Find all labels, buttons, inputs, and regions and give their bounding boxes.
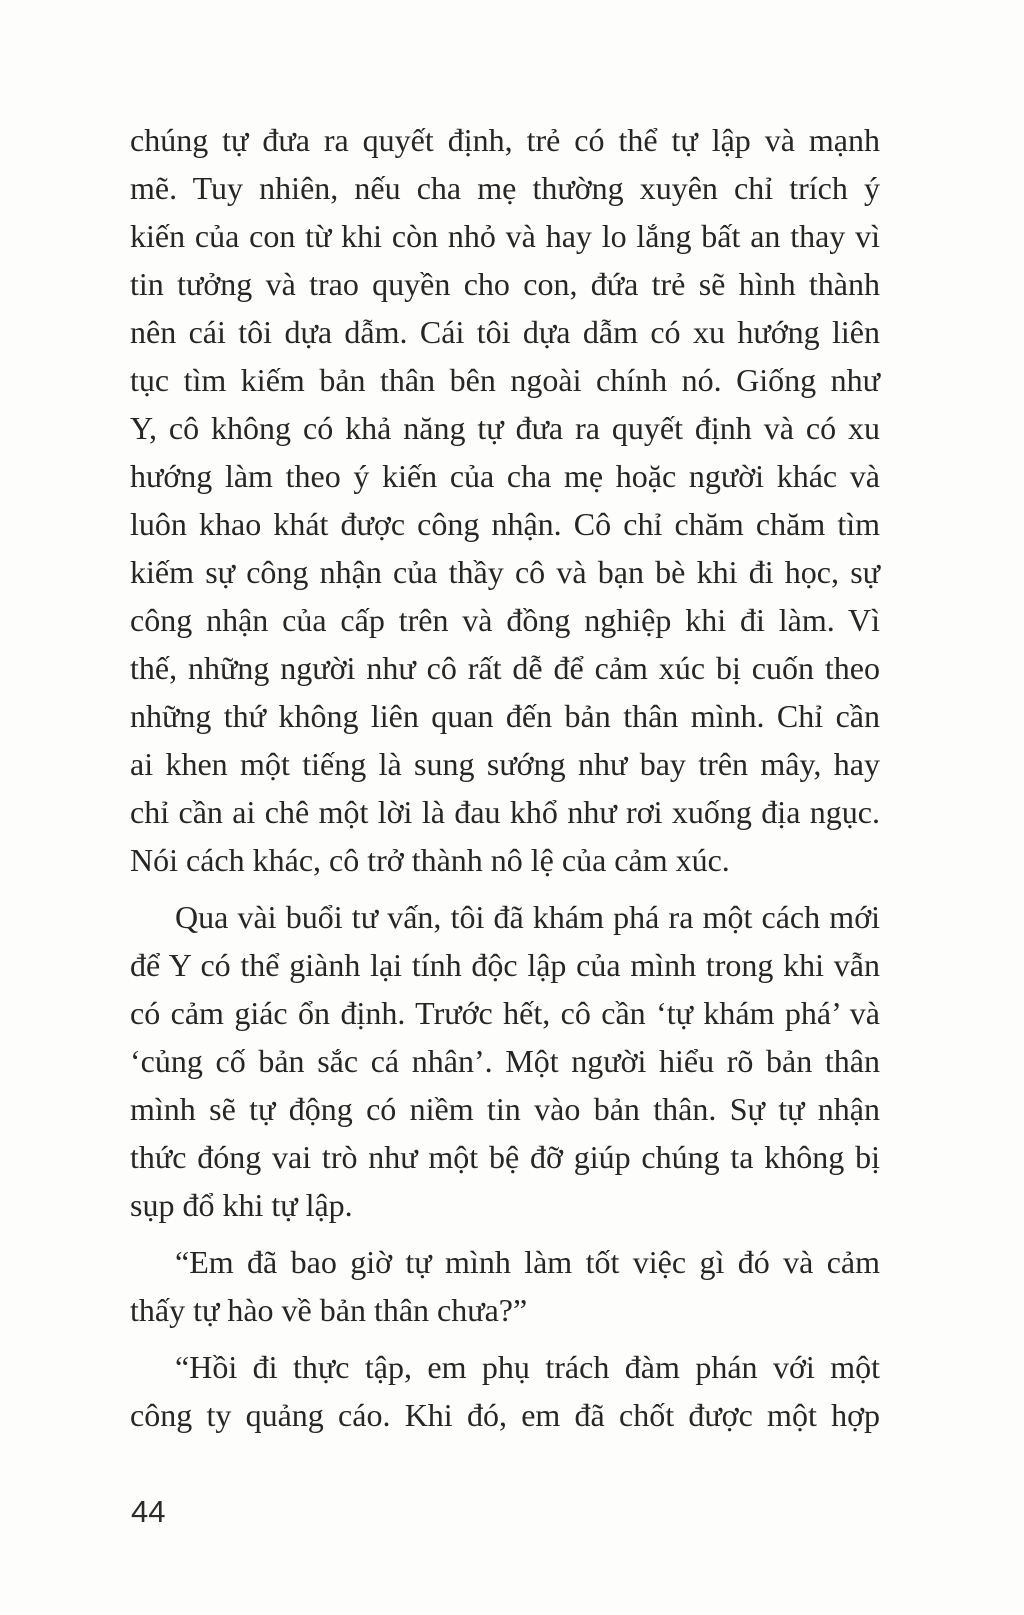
text-line: “Hồi đi thực tập, em phụ trách đàm phán với một	[175, 1349, 880, 1385]
text-line: Nói cách khác, cô trở thành nô lệ của cảm xúc.	[130, 842, 730, 878]
text-line: kiếm sự công nhận của thầy cô và bạn bè khi đi học, sự	[130, 554, 880, 590]
text-line: Qua vài buổi tư vấn, tôi đã khám phá ra một cách mới	[175, 899, 880, 935]
paragraph	[130, 1343, 880, 1439]
text-line: ‘củng cố bản sắc cá nhân’. Một người hiểu rõ bản thân	[130, 1043, 880, 1079]
page-number: 44	[131, 1494, 166, 1529]
text-line: thấy tự hào về bản thân chưa?”	[130, 1292, 528, 1328]
text-line: mẽ. Tuy nhiên, nếu cha mẹ thường xuyên chỉ trích ý	[130, 170, 880, 206]
text-line: để Y có thể giành lại tính độc lập của mình trong khi vẫn	[130, 947, 880, 983]
text-line: tục tìm kiếm bản thân bên ngoài chính nó. Giống như	[130, 362, 880, 398]
text-line: công nhận của cấp trên và đồng nghiệp khi đi làm. Vì	[130, 602, 880, 638]
text-line: chúng tự đưa ra quyết định, trẻ có thể tự lập và mạnh	[130, 122, 880, 158]
paragraph	[130, 893, 880, 1229]
text-line: những thứ không liên quan đến bản thân mình. Chỉ cần	[130, 698, 880, 734]
text-line: tin tưởng và trao quyền cho con, đứa trẻ sẽ hình thành	[130, 266, 880, 302]
text-line: hướng làm theo ý kiến của cha mẹ hoặc người khác và	[130, 458, 880, 494]
text-line: có cảm giác ổn định. Trước hết, cô cần ‘tự khám phá’ và	[130, 995, 880, 1031]
text-line: “Em đã bao giờ tự mình làm tốt việc gì đó và cảm	[175, 1244, 880, 1280]
paragraph	[130, 116, 880, 884]
text-line: kiến của con từ khi còn nhỏ và hay lo lắng bất an thay vì	[130, 218, 880, 254]
text-line: ai khen một tiếng là sung sướng như bay trên mây, hay	[130, 746, 880, 782]
text-line: chỉ cần ai chê một lời là đau khổ như rơi xuống địa ngục.	[130, 794, 880, 830]
text-line: thế, những người như cô rất dễ để cảm xúc bị cuốn theo	[130, 650, 880, 686]
text-line: mình sẽ tự động có niềm tin vào bản thân. Sự tự nhận	[130, 1091, 880, 1127]
paragraph	[130, 1238, 880, 1334]
text-line: Y, cô không có khả năng tự đưa ra quyết định và có xu	[130, 410, 880, 446]
text-line: luôn khao khát được công nhận. Cô chỉ chăm chăm tìm	[130, 506, 880, 542]
text-line: nên cái tôi dựa dẫm. Cái tôi dựa dẫm có xu hướng liên	[130, 314, 880, 350]
text-line: thức đóng vai trò như một bệ đỡ giúp chúng ta không bị	[130, 1139, 880, 1175]
body-text	[130, 116, 880, 1439]
text-line: sụp đổ khi tự lập.	[130, 1187, 353, 1223]
text-line: công ty quảng cáo. Khi đó, em đã chốt được một hợp	[130, 1397, 880, 1433]
